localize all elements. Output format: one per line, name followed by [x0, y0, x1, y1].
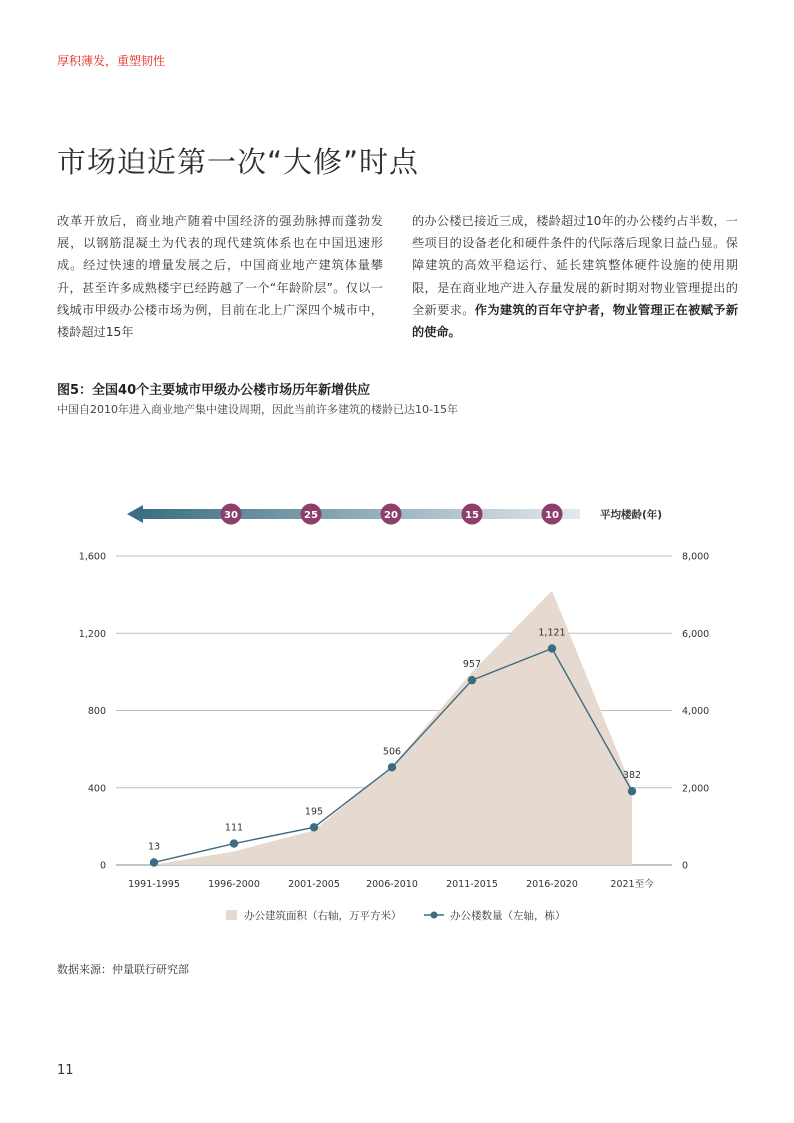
data-label: 1,121: [538, 627, 566, 639]
body-paragraph-right-bold: 作为建筑的百年守护者，物业管理正在被赋予新的使命。: [412, 302, 739, 340]
age-bar-track: [140, 509, 580, 519]
data-label: 13: [147, 841, 161, 853]
figure-subtitle: 中国自2010年进入商业地产集中建设周期，因此当前许多建筑的楼龄已达10-15年: [57, 403, 458, 416]
chart-legend: [226, 909, 566, 922]
figure-title: 图5：全国40个主要城市甲级办公楼市场历年新增供应: [57, 383, 371, 398]
age-badge-label: 20: [384, 510, 398, 521]
y-left-tick-label: 800: [87, 706, 106, 717]
supply-chart: [0, 480, 794, 940]
section-kicker: 厚积薄发，重塑韧性: [57, 54, 166, 68]
line-point: [150, 858, 158, 866]
line-point: [468, 676, 476, 684]
age-bar-label: 平均楼龄(年): [600, 509, 663, 521]
age-bar: [127, 504, 662, 525]
legend-label-line: 办公楼数量（左轴，栋）: [450, 910, 566, 922]
y-left-tick-label: 0: [99, 860, 106, 872]
age-badge-label: 10: [545, 510, 559, 521]
y-right-tick-label: 8,000: [682, 551, 710, 563]
line-point: [548, 644, 556, 652]
body-paragraph-right-text: 的办公楼已接近三成，楼龄超过10年的办公楼约占半数，一些项目的设备老化和硬件条件的代际落后现象日益凸显。保障建筑的高效平稳运行、延长建筑整体硬件设施的使用期限，是在商业地产进入存量发展的新时期对物业管理提出的全新要求。: [412, 214, 738, 317]
x-tick-label: 2021至今: [610, 879, 654, 890]
y-right-tick-label: 6,000: [682, 628, 710, 640]
legend-swatch-area: [226, 910, 237, 920]
age-arrow-icon: [127, 505, 143, 523]
page-title: 市场迫近第一次“大修”时点: [57, 145, 420, 179]
body-paragraph-left: 改革开放后，商业地产随着中国经济的强劲脉搏而蓬勃发展，以钢筋混凝土为代表的现代建筑体系也在中国迅速形成。经过快速的增量发展之后，中国商业地产建筑体量攀升，甚至许多成熟楼宇已经跨越了一个“年龄阶层”。仅以一线城市甲级办公楼市场为例，目前在北上广深四个城市中，楼龄超过15年: [57, 214, 383, 340]
data-label: 506: [382, 746, 402, 758]
y-right-tick-label: 0: [682, 860, 689, 872]
body-paragraph-right: [412, 210, 738, 343]
line-point: [628, 787, 636, 795]
line-point: [310, 823, 318, 831]
x-tick-label: 1991-1995: [128, 879, 180, 890]
age-badge-label: 30: [224, 510, 238, 521]
x-tick-label: 1996-2000: [208, 879, 260, 890]
data-source: 数据来源：仲量联行研究部: [57, 963, 189, 976]
data-label: 957: [462, 659, 482, 671]
legend-label-area: 办公建筑面积（右轴，万平方米）: [244, 910, 402, 922]
x-tick-label: 2016-2020: [526, 879, 578, 890]
age-badge-label: 25: [304, 510, 318, 521]
x-tick-label: 2006-2010: [366, 879, 418, 890]
y-left-tick-label: 1,200: [78, 628, 106, 640]
line-point: [230, 839, 238, 847]
x-tick-label: 2011-2015: [446, 879, 498, 890]
y-right-tick-label: 2,000: [682, 783, 710, 795]
data-label: 195: [304, 806, 324, 818]
y-left-tick-label: 1,600: [78, 551, 106, 563]
y-right-tick-label: 4,000: [682, 706, 710, 717]
age-badge-label: 15: [465, 510, 479, 521]
data-label: 111: [224, 822, 244, 834]
x-tick-label: 2001-2005: [288, 879, 340, 890]
data-label: 382: [622, 770, 642, 782]
y-left-tick-label: 400: [87, 783, 106, 795]
legend-marker: [431, 912, 438, 919]
page-number: 11: [57, 1063, 74, 1078]
line-point: [388, 763, 396, 771]
